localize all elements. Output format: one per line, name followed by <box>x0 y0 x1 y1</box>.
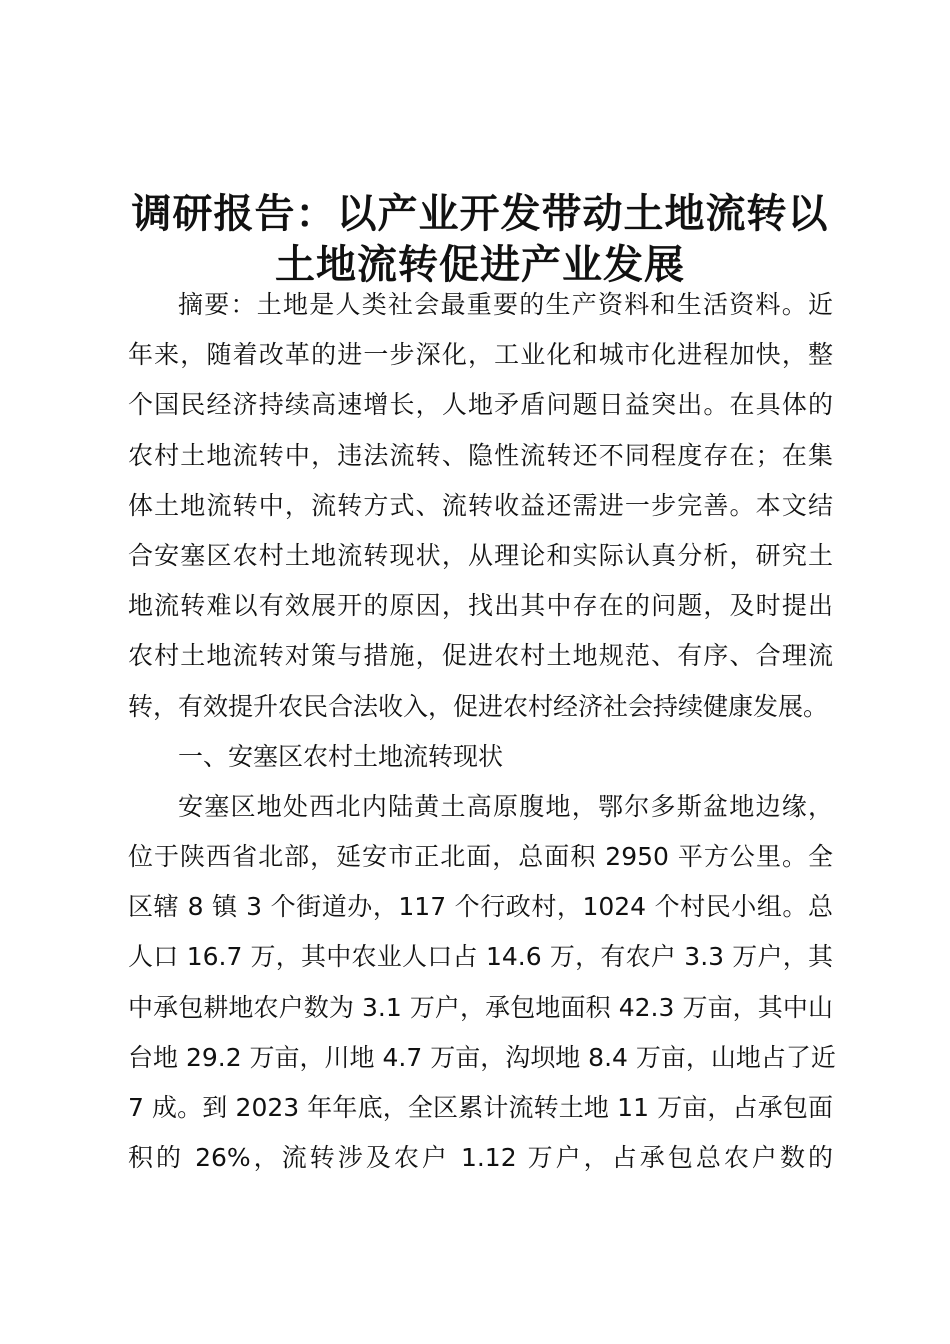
paragraph-line: 台地 29.2 万亩，川地 4.7 万亩，沟坝地 8.4 万亩，山地占了近 <box>128 1042 836 1072</box>
abstract-line: 摘要：土地是人类社会最重要的生产资料和生活资料。近 <box>178 290 833 319</box>
abstract-line: 年来，随着改革的进一步深化，工业化和城市化进程加快，整 <box>128 340 833 370</box>
paragraph-line: 人口 16.7 万，其中农业人口占 14.6 万，有农户 3.3 万户，其 <box>128 942 833 972</box>
abstract-line: 合安塞区农村土地流转现状，从理论和实际认真分析，研究土 <box>128 540 833 570</box>
abstract-line: 体土地流转中，流转方式、流转收益还需进一步完善。本文结 <box>128 490 833 520</box>
abstract-line: 个国民经济持续高速增长，人地矛盾问题日益突出。在具体的 <box>128 390 833 420</box>
document-title-line-1: 调研报告：以产业开发带动土地流转以 <box>131 191 829 237</box>
paragraph-line: 区辖 8 镇 3 个街道办，117 个行政村，1024 个村民小组。总 <box>128 892 833 922</box>
document-title-line-2: 土地流转促进产业发展 <box>275 242 685 288</box>
abstract-line: 地流转难以有效展开的原因，找出其中存在的问题，及时提出 <box>128 591 833 621</box>
paragraph-line: 积的 26%，流转涉及农户 1.12 万户，占承包总农户数的 <box>128 1143 833 1173</box>
document-body <box>128 280 836 1183</box>
paragraph-line: 中承包耕地农户数为 3.1 万户，承包地面积 42.3 万亩，其中山 <box>128 992 833 1022</box>
section-heading: 一、安塞区农村土地流转现状 <box>178 741 504 771</box>
abstract-line: 转，有效提升农民合法收入，促进农村经济社会持续健康发展。 <box>128 691 829 721</box>
abstract-line: 农村土地流转对策与措施，促进农村土地规范、有序、合理流 <box>128 641 833 671</box>
paragraph-line: 安塞区地处西北内陆黄土高原腹地，鄂尔多斯盆地边缘， <box>178 791 833 821</box>
paragraph-line: 7 成。到 2023 年年底，全区累计流转土地 11 万亩，占承包面 <box>128 1093 833 1122</box>
abstract-line: 农村土地流转中，违法流转、隐性流转还不同程度存在；在集 <box>128 440 833 470</box>
paragraph-line: 位于陕西省北部，延安市正北面，总面积 2950 平方公里。全 <box>128 842 833 872</box>
